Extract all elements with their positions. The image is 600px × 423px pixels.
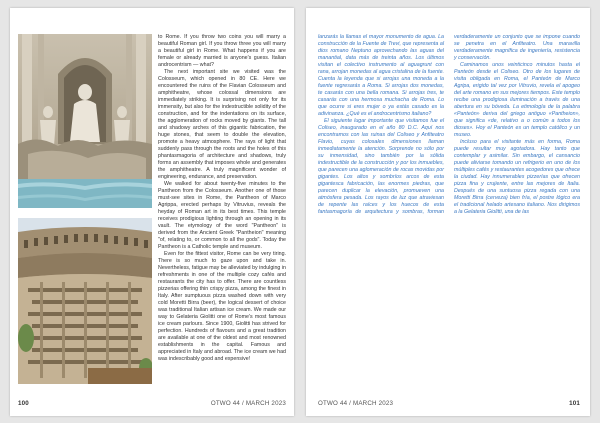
right-page <box>306 8 590 416</box>
magazine-issue: OTWO 44 / MARCH 2023 <box>318 400 394 407</box>
article-paragraph: Incluso para el visitante más en forma, Roma puede resultar muy agotadora. Hay tanto que contemplar y asimilar. Sin embargo, el cansancio puede aliviarse tomando un refrigerio en uno de los múltiples cafés y restaurantes acogedores que ofrece la ciudad. Hay innumerables pizzerías que ofrecen pizza fina y crujiente, entre las mejores de Italia. Después de una suntuosa pizza regada con una Moretti Birra (cerveza) bien fría, el postre lógico era el tradicional helado artesano italiano. Nos dirigimos a la Gelateria Giolitti, una de las <box>454 139 580 215</box>
article-paragraph: to Rome. If you throw two coins you will marry a beautiful Roman girl. If you throw three you will marry a beautiful girl in Rome. What happens if you are female or already married is anyone's guess. Italian androcentrism — what? <box>158 34 286 68</box>
page-number: 101 <box>569 400 580 407</box>
article-paragraph: The next important site we visited was the Colosseum, which opened in 80 CE. Here we encountered the ruins of the Flavian Colosseum and amphitheatre, whose colossal dimensions are immediately striking. It is surprising not only for its immensity, but also for the indestructible solidity of the construction, and for the indentations on its surface, the agglomeration of rocks moved by giants. The tall and shadowy arches of this gigantic fabrication, the huge stones, that seem to double the elevation, promote a heavy atmosphere. The rays of light that suddenly pass through the roots and the holes of this phantasmagoria of architecture and shadows, truly forms an assembly that imposes whole and generates the amphitheatre. A truly magnificent wonder of engineering, endurance, and preservation. <box>158 69 286 180</box>
left-page <box>10 8 294 416</box>
colosseum-interior-photo <box>18 218 152 384</box>
left-footer <box>18 400 286 407</box>
english-article-text <box>158 34 286 384</box>
trevi-fountain-photo <box>18 34 152 208</box>
spanish-article-text <box>318 34 580 384</box>
article-paragraph: Even for the fittest visitor, Rome can be very tiring. There is so much to gaze upon and take in. Nevertheless, fatigue may be alleviated by indulging in refreshments in one of the multiple cozy cafés and restaurants the city has to offer. There are countless pizzerias offering thin crispy pizza, among the finest in Italy. After sumptuous pizza washed down with very cold Moretti Birra (beer), the logical dessert of choice was traditional Italian artisan ice cream. We made our way to Gelateria Giolitti one of Rome's most famous ice cream parlours. Since 1900, Giolitti has strived for perfection. Hundreds of flavours and a great tradition are available at one of the oldest and most renowned establishments in the capital. Famous and appreciated in Italy and abroad. The ice cream we had was indescribably good and expensive! <box>158 251 286 362</box>
page-number: 100 <box>18 400 29 407</box>
article-paragraph: El siguiente lugar importante que visitamos fue el Coliseo, inaugurado en el año 80 D.C. Aquí nos encontramos con las ruinas del Coliseo y Anfiteatro Flavio, cuyas colosales dimensiones llaman inmediatamente la atención. Sorprende no sólo por su inmensidad, sino también por la sólida indestructible de la construcción y por los inmuebles, que parecen una aglomeración de rocas movidas por gigantes. Los altos y sombríos arcos de esta gigantesca fabricación, las enormes piedras, que parecen duplicar la elevación, promueven una atmósfera pesada. Los rayos de luz que atraviesan de repente las raíces y los huecos de esta fantasmagoría de arquitectura y sombras, forman verdaderamente un conjunto que se impone cuando se penetra en el Anfiteatro. Una maravilla verdaderamente magnífica de ingeniería, resistencia y conservación. <box>318 34 580 215</box>
right-footer <box>318 400 580 407</box>
magazine-issue: OTWO 44 / MARCH 2023 <box>210 400 286 407</box>
article-paragraph: Caminamos unos veinticinco minutos hasta el Panteón desde el Coliseo. Otro de los lugares de visita obligada en Roma, el Panteón de Marco Agripa, erigido tal vez por Vitruvio, revela el apogeo del arte romano en sus mejores tiempos. Este templo recibe una prodigiosa iluminación a través de una abertura en su bóveda. La etimología de la palabra «Panteón» deriva del griego antiguo «Pantheion», que significa «de, relativo a o común a todos los dioses». Hoy el Panteón es un templo católico y un museo. <box>454 62 580 138</box>
article-paragraph: We walked for about twenty-five minutes to the Pantheon from the Colosseum. Another one of those must-see sites in Rome, the Pantheon of Marco Agrippa, erected perhaps by Vitruvius, reveals the heyday of Roman art in its best times. This temple receives prodigious lighting through an opening in its vault. The etymology of the word "Pantheon" is derived from the Ancient Greek "Pantheion" meaning "of, relating to, or common to all the gods". Today the Pantheon is a Catholic temple and museum. <box>158 181 286 250</box>
article-paragraph: lanzarás la llamas el mayor monumento de agua. La construcción de la Fuente de Trevi, que representa al dios romano Neptuno aprovechando las aguas del manantial, data más de treinta años. Los últimos visitan el colectivo instrumento al aguagrunt con rana, arrojan monedas al agua cristalina de la fuente. Cuenta la leyenda que si arrojas una moneda a la fuente regresarás a Roma. Si arrojas dos monedas, te casarás con una bella romana. Si arrojas tres, te casarás con una hermosa muchacha de Roma. Lo que ocurre si eres mujer o ya estás casado es la adivinanza. ¿Qué es el androcentrismo italiano? <box>318 34 444 117</box>
